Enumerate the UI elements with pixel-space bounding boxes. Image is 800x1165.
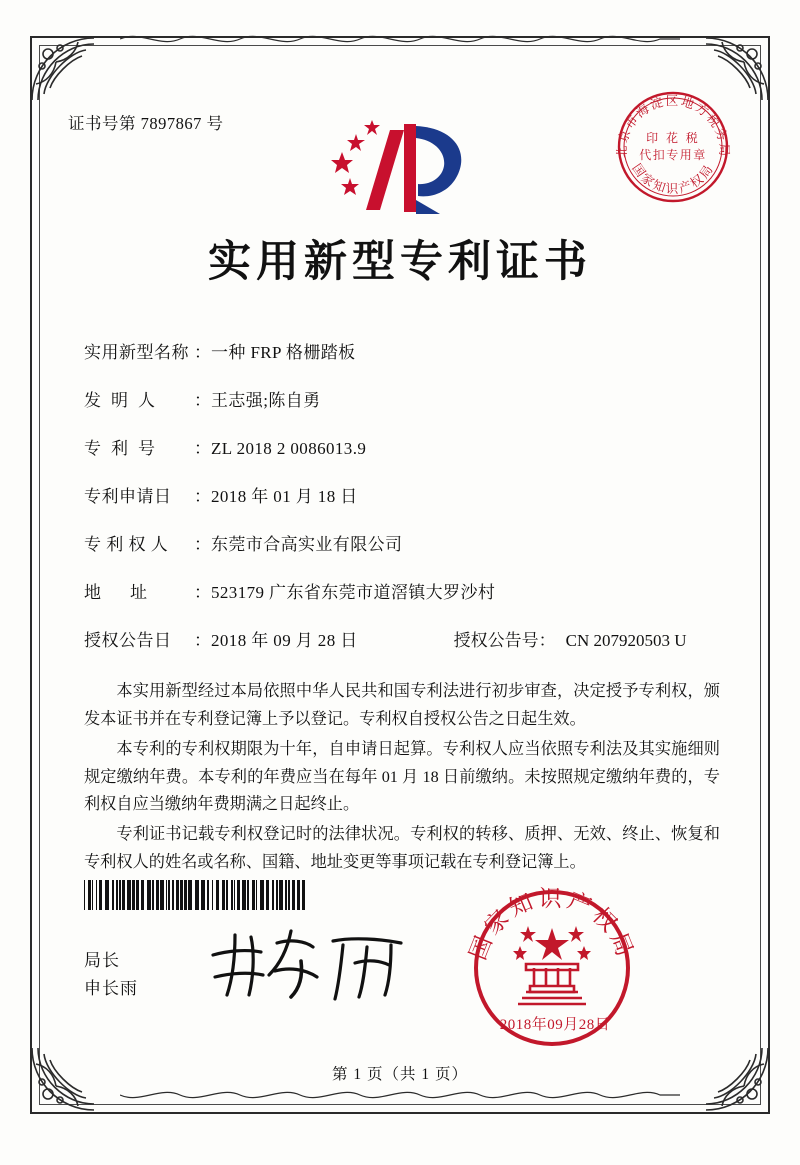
- field-colon: ：: [194, 631, 211, 650]
- field-row-address: [84, 578, 716, 603]
- field-row-inventor: [84, 386, 716, 411]
- patent-office-logo-icon: [320, 110, 490, 225]
- svg-text:北京市海淀区地方税务局: 北京市海淀区地方税务局: [613, 93, 733, 159]
- page-title: 实用新型专利证书: [208, 237, 592, 287]
- field-row-application-date: [84, 482, 716, 507]
- grant-publication-colon: ：: [538, 631, 556, 650]
- signature-block: [84, 947, 138, 1003]
- svg-text:国家知识产权局: 国家知识产权局: [629, 160, 717, 196]
- paragraph: 专利证书记载专利权登记时的法律状况。专利权的转移、质押、无效、终止、恢复和专利权人的姓名或名称、国籍、地址变更等事项记载在专利登记簿上。: [84, 825, 720, 872]
- field-label: 专利申请日: [84, 487, 172, 506]
- field-row-patentee: [84, 530, 716, 555]
- field-row-patent-number: [84, 434, 716, 459]
- page-footer: 第 1 页（共 1 页）: [331, 1066, 468, 1083]
- field-value: 523179 广东省东莞市道滘镇大罗沙村: [211, 583, 496, 602]
- grant-publication-label: 授权公告号: [453, 631, 539, 650]
- field-list: [84, 338, 716, 674]
- field-colon: ：: [194, 439, 211, 458]
- signature-role: 局长: [84, 951, 120, 970]
- field-colon: ：: [194, 343, 211, 362]
- field-value: 2018 年 09 月 28 日: [211, 631, 358, 650]
- field-colon: ：: [194, 583, 211, 602]
- field-row-grant: [84, 626, 716, 651]
- patent-barcode: [84, 880, 306, 910]
- svg-text:印 花 税: 印 花 税: [646, 131, 700, 145]
- field-colon: ：: [194, 391, 211, 410]
- field-label: 实用新型名称: [84, 343, 189, 362]
- handwritten-signature-icon: [205, 925, 415, 1005]
- field-value: ZL 2018 2 0086013.9: [211, 439, 367, 458]
- field-label: 专 利 号: [84, 439, 156, 458]
- svg-text:国家知识产权局: 国家知识产权局: [465, 886, 639, 964]
- field-value: 2018 年 01 月 18 日: [211, 487, 358, 506]
- field-value: 东莞市合高实业有限公司: [211, 535, 403, 554]
- field-label: 授权公告日: [84, 631, 172, 650]
- field-row-name: [84, 338, 716, 363]
- field-label: 地 址: [84, 583, 148, 602]
- round-stamp-icon: [608, 82, 738, 212]
- field-value: 一种 FRP 格栅踏板: [211, 343, 356, 362]
- field-label: 专 利 权 人: [84, 535, 169, 554]
- seal-date: 2018年09月28日: [499, 1017, 611, 1033]
- field-colon: ：: [194, 487, 211, 506]
- field-colon: ：: [194, 535, 211, 554]
- legal-text: [84, 678, 720, 879]
- paragraph: 本专利的专利权期限为十年，自申请日起算。专利权人应当依照专利法及其实施细则规定缴纳年费。本专利的年费应当在每年 01 月 18 日前缴纳。未按照规定缴纳年费的，专利权自应当缴纳年费期满之日起终止。: [84, 739, 720, 814]
- field-label: 发 明 人: [84, 391, 156, 410]
- signature-name: 申长雨: [84, 979, 138, 999]
- grant-publication-value: CN 207920503 U: [565, 631, 687, 650]
- field-value: 王志强;陈自勇: [211, 391, 321, 410]
- paragraph: 本实用新型经过本局依照中华人民共和国专利法进行初步审查，决定授予专利权，颁发本证书并在专利登记簿上予以登记。专利权自授权公告之日起生效。: [84, 682, 720, 728]
- svg-text:代扣专用章: 代扣专用章: [639, 148, 707, 162]
- certificate-number: 证书号第 7897867 号: [68, 114, 224, 133]
